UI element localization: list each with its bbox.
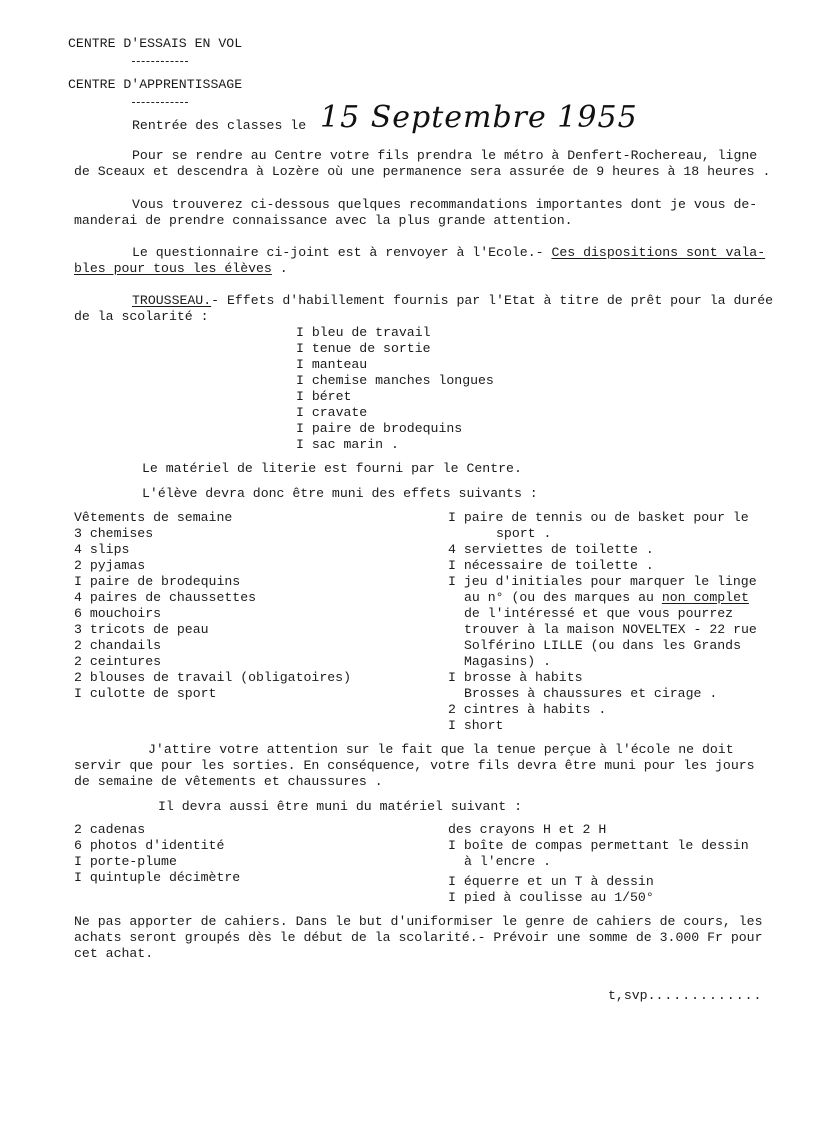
trousseau-line-1 bbox=[132, 293, 773, 308]
questionnaire-end: . bbox=[271, 261, 288, 276]
travel-line-2: de Sceaux et descendra à Lozère où une permanence sera assurée de 9 heures à 18 heures . bbox=[74, 164, 771, 179]
effet-right-item: 2 cintres à habits . bbox=[448, 702, 607, 717]
effet-right-item bbox=[464, 590, 749, 605]
trousseau-item: I béret bbox=[296, 389, 352, 404]
effet-item: 2 blouses de travail (obligatoires) bbox=[74, 670, 351, 685]
effet-item: 4 paires de chaussettes bbox=[74, 590, 257, 605]
materiel-right-item: à l'encre . bbox=[464, 854, 552, 869]
header-center-apprentissage: CENTRE D'APPRENTISSAGE bbox=[68, 77, 243, 92]
trousseau-text: - Effets d'habillement fournis par l'Etat à titre de prêt pour la durée bbox=[211, 293, 774, 308]
trousseau-item: I cravate bbox=[296, 405, 368, 420]
materiel-right-item: I boîte de compas permettant le dessin bbox=[448, 838, 749, 853]
trousseau-item: I paire de brodequins bbox=[296, 421, 463, 436]
footer-tsvp bbox=[608, 988, 762, 1003]
questionnaire-line-2 bbox=[74, 261, 288, 276]
non-complet-underlined: non complet bbox=[661, 590, 749, 605]
effet-right-item: 4 serviettes de toilette . bbox=[448, 542, 654, 557]
attention-line-2: servir que pour les sorties. En conséquence, votre fils devra être muni pour les jours bbox=[74, 758, 755, 773]
attention-line-3: de semaine de vêtements et chaussures . bbox=[74, 774, 383, 789]
effet-right-item: sport . bbox=[496, 526, 552, 541]
questionnaire-text: Le questionnaire ci-joint est à renvoyer à l'Ecole.- bbox=[132, 245, 552, 260]
rentree-label: Rentrée des classes le bbox=[132, 118, 307, 133]
tsvp-text: t,svp. bbox=[608, 988, 656, 1003]
effet-item: 2 ceintures bbox=[74, 654, 162, 669]
travel-line-1: Pour se rendre au Centre votre fils prendra le métro à Denfert-Rochereau, ligne bbox=[132, 148, 758, 163]
effet-right-item: Brosses à chaussures et cirage . bbox=[464, 686, 718, 701]
effet-right-item: I nécessaire de toilette . bbox=[448, 558, 654, 573]
dispositions-underlined: Ces dispositions sont vala- bbox=[551, 245, 766, 260]
effet-right-item: de l'intéressé et que vous pourrez bbox=[464, 606, 734, 621]
materiel-right-item: des crayons H et 2 H bbox=[448, 822, 607, 837]
header-rule-2 bbox=[132, 102, 188, 103]
tsvp-dots: ............ bbox=[655, 988, 763, 1003]
header-center-essais: CENTRE D'ESSAIS EN VOL bbox=[68, 36, 243, 51]
trousseau-item: I sac marin . bbox=[296, 437, 399, 452]
questionnaire-line-1 bbox=[132, 245, 765, 260]
effet-item: 3 tricots de peau bbox=[74, 622, 209, 637]
effet-item: 2 pyjamas bbox=[74, 558, 146, 573]
effet-item: I paire de brodequins bbox=[74, 574, 241, 589]
effet-item: 3 chemises bbox=[74, 526, 154, 541]
dispositions-underlined-2: bles pour tous les élèves bbox=[74, 261, 272, 276]
cahiers-line-2: achats seront groupés dès le début de la scolarité.- Prévoir une somme de 3.000 Fr pour bbox=[74, 930, 763, 945]
effet-right-item: I brosse à habits bbox=[448, 670, 583, 685]
materiel-item: I porte-plume bbox=[74, 854, 177, 869]
materiel-item: I quintuple décimètre bbox=[74, 870, 241, 885]
effet-right-item: Solférino LILLE (ou dans les Grands bbox=[464, 638, 741, 653]
materiel-intro: Il devra aussi être muni du matériel suivant : bbox=[158, 799, 523, 814]
effet-right-item: I paire de tennis ou de basket pour le bbox=[448, 510, 749, 525]
handwritten-date: 15 Septembre 1955 bbox=[320, 100, 638, 135]
recommend-line-2: manderai de prendre connaissance avec la plus grande attention. bbox=[74, 213, 573, 228]
effet-item: 6 mouchoirs bbox=[74, 606, 162, 621]
effet-item: 2 chandails bbox=[74, 638, 162, 653]
trousseau-item: I manteau bbox=[296, 357, 368, 372]
header-rule-1 bbox=[132, 61, 188, 62]
effet-right-item: I short bbox=[448, 718, 504, 733]
cahiers-line-3: cet achat. bbox=[74, 946, 154, 961]
effet-item: Vêtements de semaine bbox=[74, 510, 233, 525]
trousseau-line-2: de la scolarité : bbox=[74, 309, 209, 324]
trousseau-item: I bleu de travail bbox=[296, 325, 431, 340]
materiel-right-item: I équerre et un T à dessin bbox=[448, 874, 654, 889]
trousseau-item: I tenue de sortie bbox=[296, 341, 431, 356]
attention-line-1: J'attire votre attention sur le fait que la tenue perçue à l'école ne doit bbox=[148, 742, 734, 757]
materiel-item: 6 photos d'identité bbox=[74, 838, 225, 853]
trousseau-heading: TROUSSEAU. bbox=[132, 293, 212, 308]
materiel-right-item: I pied à coulisse au 1/50° bbox=[448, 890, 654, 905]
recommend-line-1: Vous trouverez ci-dessous quelques recommandations importantes dont je vous de- bbox=[132, 197, 758, 212]
effet-item: 4 slips bbox=[74, 542, 130, 557]
materiel-item: 2 cadenas bbox=[74, 822, 146, 837]
effet-item: I culotte de sport bbox=[74, 686, 217, 701]
devra-line: L'élève devra donc être muni des effets suivants : bbox=[142, 486, 538, 501]
effet-right-item: Magasins) . bbox=[464, 654, 552, 669]
trousseau-item: I chemise manches longues bbox=[296, 373, 494, 388]
effet-right-item: I jeu d'initiales pour marquer le linge bbox=[448, 574, 757, 589]
effet-right-item: trouver à la maison NOVELTEX - 22 rue bbox=[464, 622, 757, 637]
initiales-text: au n° (ou des marques au bbox=[464, 590, 662, 605]
cahiers-line-1: Ne pas apporter de cahiers. Dans le but d'uniformiser le genre de cahiers de cours, les bbox=[74, 914, 763, 929]
literie-line: Le matériel de literie est fourni par le Centre. bbox=[142, 461, 522, 476]
